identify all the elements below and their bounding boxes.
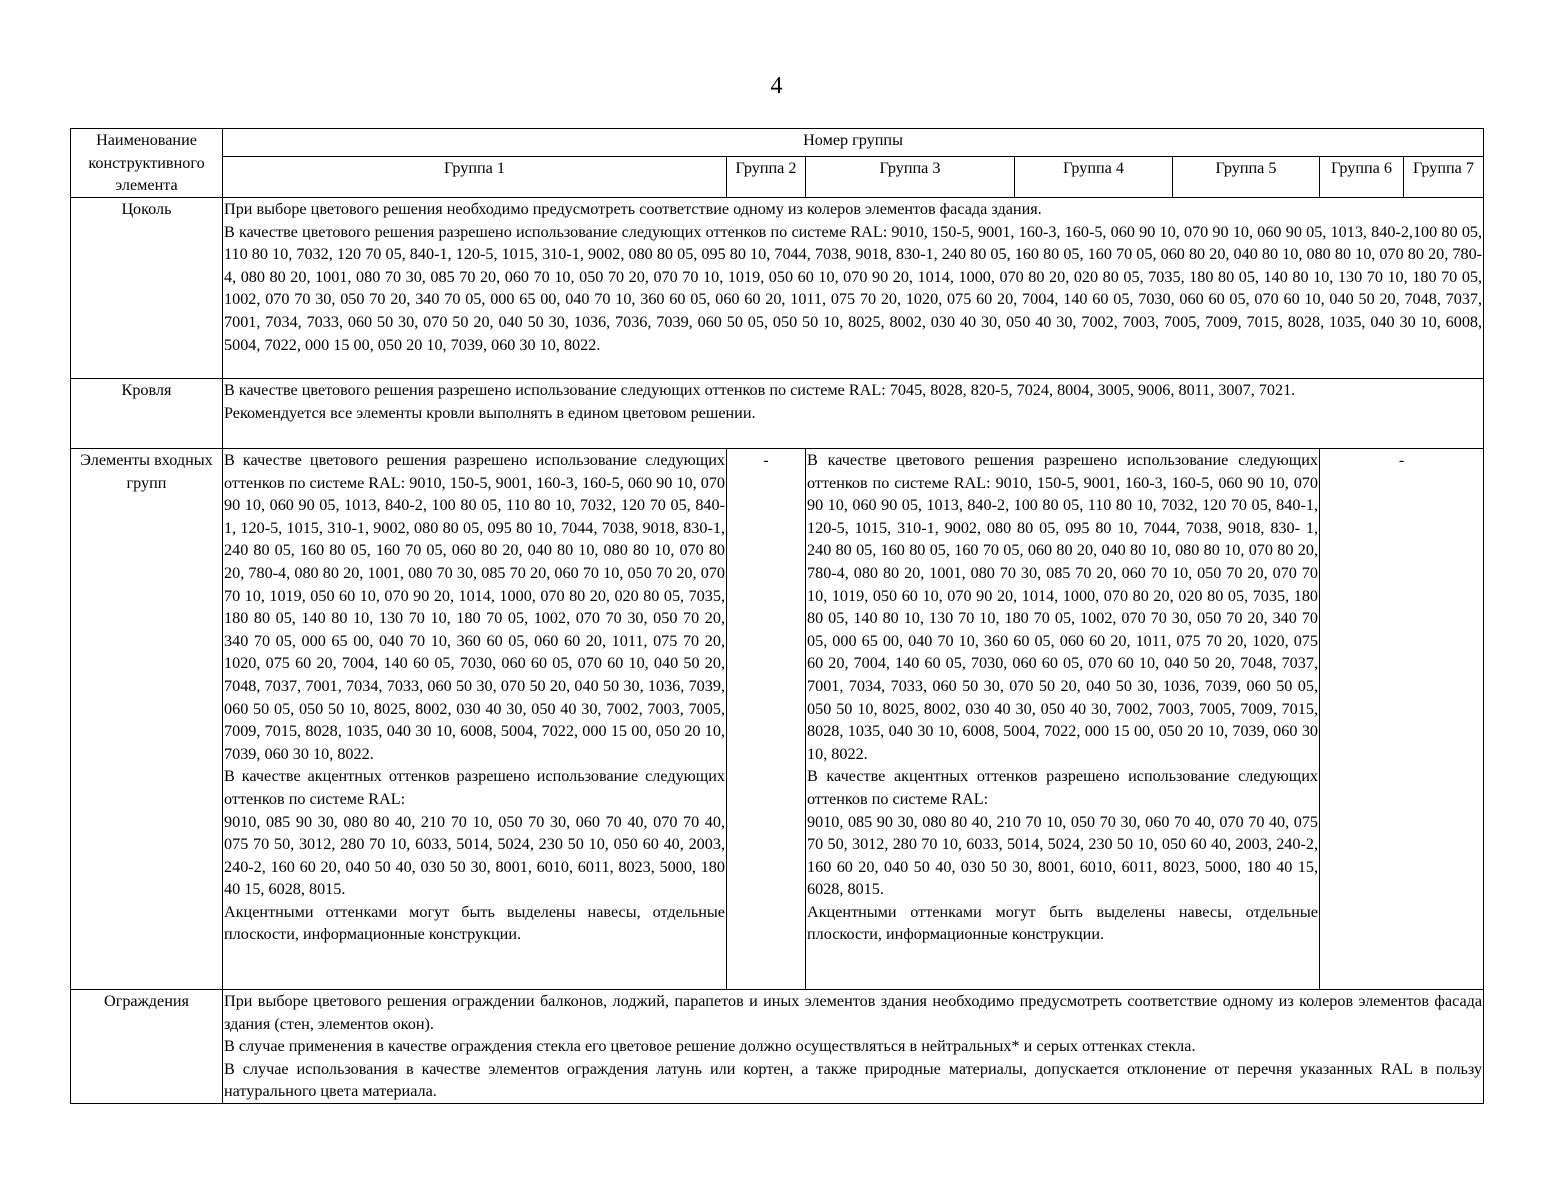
row-vkhod <box>71 449 1484 990</box>
cell-vkhod-group-2: - <box>727 449 806 990</box>
vkhod-g1-paragraph-4: Акцентными оттенками могут быть выделены навесы, отдельные плоскости, информационные конструкции. <box>224 902 725 944</box>
cell-ograzhdeniya-text <box>223 990 1484 1104</box>
header-group-1: Группа 1 <box>223 157 727 198</box>
row-name-krovlya: Кровля <box>71 379 223 449</box>
vkhod-g35-paragraph-1: В качестве цветового решения разрешено использование следующих оттенков по системе RAL: 9010, 150-5, 9001, 160-3, 160-5, 060 90 10, 070 90 10, 060 90 05, 1013, 840-2, 100 80 05, 110 80 10, 7032, 120 70 05, 840-1, 120-5, 1015, 310-1, 9002, 080 80 05, 095 80 10, 7044, 7038, 9018, 830- 1, 240 80 05, 160 80 05, 160 70 05, 060 80 20, 040 80 10, 080 80 10, 070 80 20, 780-4, 080 80 20, 1001, 080 70 30, 085 70 20, 060 70 10, 050 70 20, 070 70 10, 1019, 050 60 10, 070 90 20, 1014, 1000, 070 80 20, 020 80 05, 7035, 180 80 05, 140 80 10, 130 70 10, 180 70 05, 1002, 070 70 30, 050 70 20, 340 70 05, 000 65 00, 040 70 10, 360 60 05, 060 60 20, 1011, 075 70 20, 1020, 075 60 20, 7004, 140 60 05, 7030, 060 60 05, 070 60 10, 040 50 20, 7048, 7037, 7001, 7034, 7033, 060 50 30, 070 50 20, 040 50 30, 1036, 7039, 060 50 05, 050 50 10, 8025, 8002, 030 40 30, 050 40 30, 7002, 7003, 7005, 7009, 7015, 8028, 1035, 040 30 10, 6008, 5004, 7022, 000 15 00, 050 20 10, 7039, 060 30 10, 8022. <box>807 451 1318 763</box>
vkhod-g1-paragraph-3: 9010, 085 90 30, 080 80 40, 210 70 10, 050 70 30, 060 70 40, 070 70 40, 075 70 50, 3012, 280 70 10, 6033, 5014, 5024, 230 50 10, 050 60 40, 2003, 240-2, 160 60 20, 040 50 40, 030 50 30, 8001, 6010, 6011, 8023, 5000, 180 40 15, 6028, 8015. <box>224 812 725 899</box>
cell-krovlya-text <box>223 379 1484 449</box>
vkhod-g1-paragraph-1: В качестве цветового решения разрешено использование следующих оттенков по системе RAL: 9010, 150-5, 9001, 160-3, 160-5, 060 90 10, 070 90 10, 060 90 05, 1013, 840-2, 100 80 05, 110 80 10, 7032, 120 70 05, 840-1, 120-5, 1015, 310-1, 9002, 080 80 05, 095 80 10, 7044, 7038, 9018, 830-1, 240 80 05, 160 80 05, 160 70 05, 060 80 20, 040 80 10, 080 80 10, 070 80 20, 780-4, 080 80 20, 1001, 080 70 30, 085 70 20, 060 70 10, 050 70 20, 070 70 10, 1019, 050 60 10, 070 90 20, 1014, 1000, 070 80 20, 020 80 05, 7035, 180 80 05, 140 80 10, 130 70 10, 180 70 05, 1002, 070 70 30, 050 70 20, 340 70 05, 000 65 00, 040 70 10, 360 60 05, 060 60 20, 1011, 075 70 20, 1020, 075 60 20, 7004, 140 60 05, 7030, 060 60 05, 070 60 10, 040 50 20, 7048, 7037, 7001, 7034, 7033, 060 50 30, 070 50 20, 040 50 30, 1036, 7039, 060 50 05, 050 50 10, 8025, 8002, 030 40 30, 050 40 30, 7002, 7003, 7005, 7009, 7015, 8028, 1035, 040 30 10, 6008, 5004, 7022, 000 15 00, 050 20 10, 7039, 060 30 10, 8022. <box>224 451 725 763</box>
ograzhdeniya-paragraph-1: При выборе цветового решения ограждении балконов, лоджий, парапетов и иных элементов здания необходимо предусмотреть соответствие одному из колеров элементов фасада здания (стен, элементов окон). <box>224 992 1483 1033</box>
vkhod-g35-paragraph-2: В качестве акцентных оттенков разрешено использование следующих оттенков по системе RAL: <box>807 767 1318 808</box>
cell-vkhod-group-3-5 <box>806 449 1320 990</box>
vkhod-g35-paragraph-3: 9010, 085 90 30, 080 80 40, 210 70 10, 050 70 30, 060 70 40, 070 70 40, 075 70 50, 3012, 280 70 10, 6033, 5014, 5024, 230 50 10, 050 60 40, 2003, 240-2, 160 60 20, 040 50 40, 030 50 30, 8001, 6010, 6011, 8023, 5000, 180 40 15, 6028, 8015. <box>807 812 1318 899</box>
vkhod-g1-paragraph-2: В качестве акцентных оттенков разрешено использование следующих оттенков по системе RAL: <box>224 767 725 808</box>
tsokol-paragraph-2: В качестве цветового решения разрешено использование следующих оттенков по системе RAL: 9010, 150-5, 9001, 160-3, 160-5, 060 90 10, 070 90 10, 060 90 05, 1013, 840-2,100 80 05, 110 80 10, 7032, 120 70 05, 840-1, 120-5, 1015, 310-1, 9002, 080 80 05, 095 80 10, 7044, 7038, 9018, 830-1, 240 80 05, 160 80 05, 160 70 05, 060 80 20, 040 80 10, 080 80 10, 070 80 20, 780-4, 080 80 20, 1001, 080 70 30, 085 70 20, 060 70 10, 050 70 20, 070 70 10, 1019, 050 60 10, 070 90 20, 1014, 1000, 070 80 20, 020 80 05, 7035, 180 80 05, 140 80 10, 130 70 10, 180 70 05, 1002, 070 70 30, 050 70 20, 340 70 05, 000 65 00, 040 70 10, 360 60 05, 060 60 20, 1011, 075 70 20, 1020, 075 60 20, 7004, 140 60 05, 7030, 060 60 05, 070 60 10, 040 50 20, 7048, 7037, 7001, 7034, 7033, 060 50 30, 070 50 20, 040 50 30, 1036, 7036, 7039, 060 50 05, 050 50 10, 8025, 8002, 030 40 30, 050 40 30, 7002, 7003, 7005, 7009, 7015, 8028, 1035, 040 30 10, 6008, 5004, 7022, 000 15 00, 050 20 10, 7039, 060 30 10, 8022. <box>224 222 1483 354</box>
krovlya-paragraph-1: В качестве цветового решения разрешено использование следующих оттенков по системе RAL: 7045, 8028, 820-5, 7024, 8004, 3005, 9006, 8011, 3007, 7021. <box>224 381 1296 399</box>
header-group-4: Группа 4 <box>1015 157 1173 198</box>
row-name-vkhod: Элементы входных групп <box>71 449 223 990</box>
header-group-6: Группа 6 <box>1320 157 1404 198</box>
cell-tsokol-text <box>223 198 1484 379</box>
header-group-5: Группа 5 <box>1173 157 1320 198</box>
cell-vkhod-group-6-7: - <box>1320 449 1484 990</box>
header-element-name: Наименование конструктивного элемента <box>71 129 223 198</box>
row-name-tsokol: Цоколь <box>71 198 223 379</box>
row-ograzhdeniya <box>71 990 1484 1104</box>
ograzhdeniya-paragraph-2: В случае применения в качестве ограждения стекла его цветовое решение должно осуществляться в нейтральных* и серых оттенках стекла. <box>224 1037 1196 1056</box>
header-group-7: Группа 7 <box>1404 157 1484 198</box>
row-name-ograzhdeniya: Ограждения <box>71 990 223 1104</box>
ograzhdeniya-paragraph-3: В случае использования в качестве элементов ограждения латунь или кортен, а также природные материалы, допускается отклонение от перечня указанных RAL в пользу натурального цвета материала. <box>224 1059 1483 1101</box>
header-group-3: Группа 3 <box>806 157 1015 198</box>
vkhod-g35-paragraph-4: Акцентными оттенками могут быть выделены навесы, отдельные плоскости, информационные конструкции. <box>807 902 1318 944</box>
row-tsokol <box>71 198 1484 379</box>
color-table <box>70 128 1484 1104</box>
tsokol-paragraph-1: При выборе цветового решения необходимо предусмотреть соответствие одному из колеров элементов фасада здания. <box>224 200 1042 218</box>
header-row-top <box>71 129 1484 157</box>
row-krovlya <box>71 379 1484 449</box>
page-number: 4 <box>770 73 783 99</box>
header-group-number: Номер группы <box>223 129 1484 157</box>
cell-vkhod-group-1 <box>223 449 727 990</box>
header-row-groups <box>71 157 1484 198</box>
header-group-2: Группа 2 <box>727 157 806 198</box>
krovlya-paragraph-2: Рекомендуется все элементы кровли выполнять в едином цветовом решении. <box>224 403 756 422</box>
